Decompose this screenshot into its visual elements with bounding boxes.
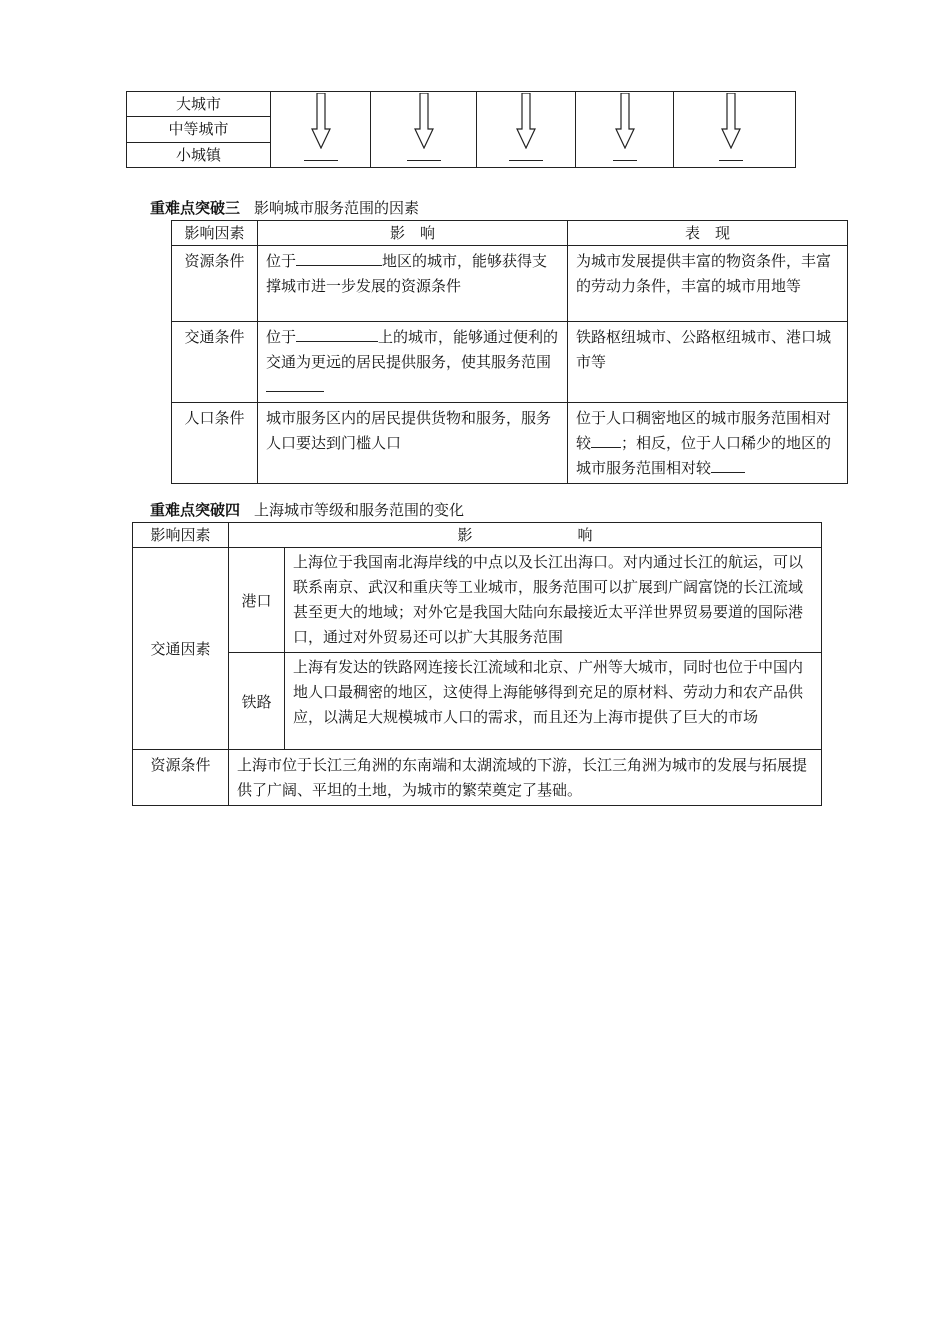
effect-cell: 城市服务区内的居民提供货物和服务，服务人口要达到门槛人口 [258,403,568,484]
rail-text: 上海有发达的铁路网连接长江流域和北京、广州等大城市，同时也位于中国内地人口最稠密的地区，这使得上海能够得到充足的原材料、劳动力和农产品供应，以满足大规模城市人口的需求，而且还为上海市提供了巨大的市场 [285,653,822,750]
effect-text: 位于 [266,328,297,346]
service-range-factors-table [171,220,848,484]
arrow-cell [371,92,477,168]
resource-text: 上海市位于长江三角洲的东南端和太湖流域的下游，长江三角洲为城市的发展与拓展提供了广阔、平坦的土地，为城市的繁荣奠定了基础。 [229,750,822,806]
header-factor: 影响因素 [133,523,229,548]
section3-heading-bold: 重难点突破三 [150,199,241,217]
table-row [172,403,848,484]
effect-text: 地区的城市，能够获得支撑城市进一步发展的资源条件 [266,252,548,295]
header-effect: 影 响 [258,221,568,246]
performance-text: ；相反，位于人口稀少的地区的城市服务范围相对较 [576,434,832,477]
performance-text: 位于人口稠密地区的城市服务范围相对较 [576,409,832,452]
table-row [133,750,822,806]
header-factor: 影响因素 [172,221,258,246]
arrow-cell [576,92,674,168]
table-row [133,548,822,653]
factor-cell: 交通条件 [172,322,258,403]
answer-blank[interactable] [296,251,382,266]
answer-blank[interactable] [613,159,637,161]
answer-blank[interactable] [711,458,745,473]
performance-cell: 为城市发展提供丰富的物资条件，丰富的劳动力条件，丰富的城市用地等 [568,246,848,322]
effect-cell [258,246,568,322]
answer-blank[interactable] [591,433,621,448]
section4-heading-text: 上海城市等级和服务范围的变化 [254,501,465,519]
transport-factor-cell: 交通因素 [133,548,229,750]
down-arrow-icon [721,93,741,149]
answer-blank[interactable] [719,159,743,161]
performance-cell [568,403,848,484]
row-label-small-town: 小城镇 [127,142,271,167]
answer-blank[interactable] [407,159,441,161]
header-effect: 影 响 [229,523,822,548]
section4-heading [150,499,464,520]
shanghai-service-range-table [132,522,822,806]
section4-heading-bold: 重难点突破四 [150,501,241,519]
answer-blank[interactable] [509,159,543,161]
header-performance: 表 现 [568,221,848,246]
effect-text: 位于 [266,252,297,270]
section3-heading [150,197,419,218]
row-label-medium-city: 中等城市 [127,117,271,142]
arrow-cell [674,92,796,168]
row-label-large-city: 大城市 [127,92,271,117]
down-arrow-icon [414,93,434,149]
table-row [133,653,822,750]
factor-cell: 人口条件 [172,403,258,484]
answer-blank[interactable] [296,327,378,342]
rail-label: 铁路 [229,653,285,750]
effect-text: 上的城市，能够通过便利的交通为更远的居民提供服务，使其服务范围 [266,328,559,371]
arrow-cell [477,92,576,168]
table-row [172,322,848,403]
effect-cell [258,322,568,403]
resource-factor-cell: 资源条件 [133,750,229,806]
port-text: 上海位于我国南北海岸线的中点以及长江出海口。对内通过长江的航运，可以联系南京、武汉和重庆等工业城市，服务范围可以扩展到广阔富饶的长江流域甚至更大的地域；对外它是我国大陆向东最接近太平洋世界贸易要道的国际港口，通过对外贸易还可以扩大其服务范围 [285,548,822,653]
factor-cell: 资源条件 [172,246,258,322]
city-hierarchy-table [126,91,796,168]
down-arrow-icon [516,93,536,149]
answer-blank[interactable] [304,159,338,161]
answer-blank[interactable] [266,377,324,392]
arrow-cell [271,92,371,168]
down-arrow-icon [615,93,635,149]
down-arrow-icon [311,93,331,149]
port-label: 港口 [229,548,285,653]
table-row [172,246,848,322]
performance-cell: 铁路枢纽城市、公路枢纽城市、港口城市等 [568,322,848,403]
section3-heading-text: 影响城市服务范围的因素 [254,199,420,217]
